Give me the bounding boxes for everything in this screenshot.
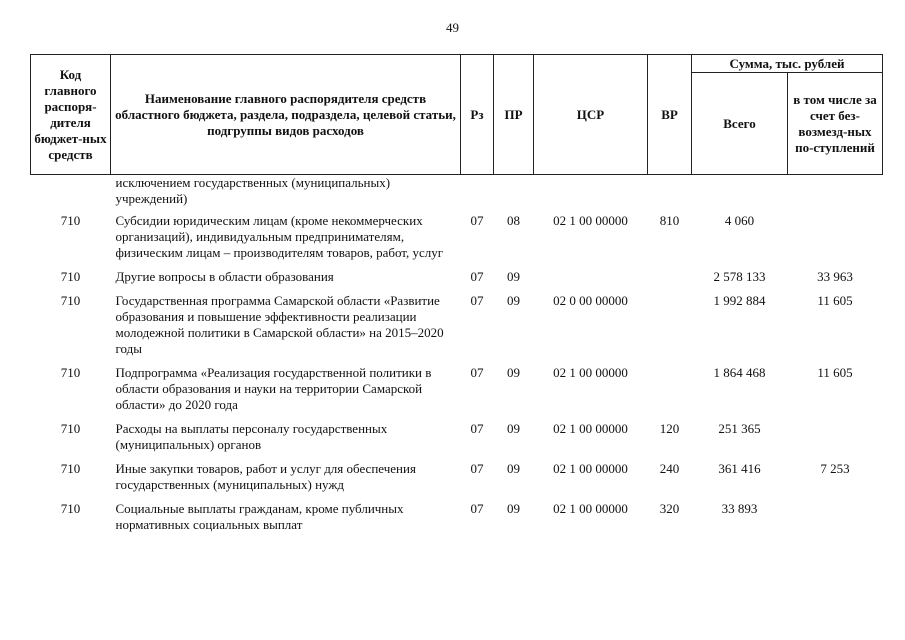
cell-name: Субсидии юридическим лицам (кроме некоммерческих организаций), индивидуальным предпринимателям, физическим лицам – производителям товаров, работ, услуг: [115, 213, 444, 260]
cell-incl: 7 253: [820, 461, 850, 476]
table-row: [31, 213, 883, 269]
cell-pr: 09: [507, 293, 520, 308]
cell-csr: 02 1 00 00000: [553, 213, 628, 228]
cell-incl: [788, 213, 883, 269]
cell-total: 1 864 468: [713, 365, 766, 380]
cell-incl: 33 963: [817, 269, 853, 284]
cell-pr: 09: [507, 269, 520, 284]
cell-name: Иные закупки товаров, работ и услуг для обеспечения государственных (муниципальных) нужд: [115, 461, 416, 492]
cell-vr: [648, 365, 692, 421]
cell-name: Другие вопросы в области образования: [115, 269, 334, 284]
cell-rz: 07: [470, 213, 484, 228]
cell-vr: [648, 269, 692, 293]
cell-name: Подпрограмма «Реализация государственной политики в области образования и науки на территории Самарской области» до 2020 года: [115, 365, 432, 412]
cell-incl: 11 605: [817, 293, 853, 308]
table-row: [31, 421, 883, 461]
cell-pr: 09: [507, 421, 520, 436]
cell-total: 4 060: [724, 213, 755, 228]
cell-csr: 02 1 00 00000: [553, 461, 628, 476]
header-total: Всего: [692, 73, 788, 175]
cell-rz: 07: [470, 293, 484, 308]
cell-csr: [534, 269, 648, 293]
cell-code: 710: [60, 293, 81, 308]
cell-total: 361 416: [718, 461, 761, 476]
header-pr: ПР: [494, 55, 534, 175]
cell-total: 33 893: [721, 501, 758, 516]
cell-rz: 07: [470, 269, 484, 284]
cell-vr: 810: [659, 213, 680, 228]
cell-pr: 09: [507, 461, 520, 476]
cell-code: 710: [60, 501, 81, 516]
cell-rz: 07: [470, 461, 484, 476]
cell-csr: 02 0 00 00000: [553, 293, 628, 308]
cell-total: 251 365: [718, 421, 761, 436]
table-row: [31, 365, 883, 421]
cell-pr: 09: [507, 365, 520, 380]
header-code: Код главного распоря-дителя бюджет-ных средств: [31, 55, 111, 175]
budget-table: [30, 54, 883, 541]
table-row: [31, 293, 883, 365]
cell-code: 710: [60, 213, 81, 228]
cell-incl: 11 605: [817, 365, 853, 380]
table-row: [31, 461, 883, 501]
header-sum-group: Сумма, тыс. рублей: [692, 55, 883, 73]
header-incl: в том числе за счет без-возмезд-ных по-ступлений: [788, 73, 883, 175]
table-row: [31, 269, 883, 293]
cell-code: 710: [60, 269, 81, 284]
cell-total: 2 578 133: [713, 269, 766, 284]
cell-vr: [648, 293, 692, 365]
cell-rz: 07: [470, 421, 484, 436]
cell-vr: 240: [659, 461, 680, 476]
cell-pr: 08: [507, 213, 520, 228]
cell-code: 710: [60, 365, 81, 380]
cell-code: 710: [60, 461, 81, 476]
cell-csr: 02 1 00 00000: [553, 421, 628, 436]
continuation-row: [31, 175, 883, 214]
continuation-text: исключением государственных (муниципальных) учреждений): [115, 175, 391, 206]
cell-name: Социальные выплаты гражданам, кроме публичных нормативных социальных выплат: [115, 501, 404, 532]
cell-pr: 09: [507, 501, 520, 516]
cell-total: 1 992 884: [713, 293, 766, 308]
cell-vr: 120: [659, 421, 680, 436]
header-vr: ВР: [648, 55, 692, 175]
cell-code: 710: [60, 421, 81, 436]
cell-rz: 07: [470, 365, 484, 380]
cell-csr: 02 1 00 00000: [553, 501, 628, 516]
page-number: 49: [446, 20, 459, 35]
cell-vr: 320: [659, 501, 680, 516]
header-rz: Рз: [461, 55, 494, 175]
table-row: [31, 501, 883, 541]
header-name: Наименование главного распорядителя средств областного бюджета, раздела, подраздела, целевой статьи, подгруппы видов расходов: [111, 55, 461, 175]
cell-incl: [788, 501, 883, 541]
cell-name: Расходы на выплаты персоналу государственных (муниципальных) органов: [115, 421, 388, 452]
cell-incl: [788, 421, 883, 461]
cell-name: Государственная программа Самарской области «Развитие образования и повышение эффективности реализации молодежной политики в Самарской области» на 2015–2020 годы: [115, 293, 444, 356]
cell-csr: 02 1 00 00000: [553, 365, 628, 380]
header-csr: ЦСР: [534, 55, 648, 175]
cell-rz: 07: [470, 501, 484, 516]
